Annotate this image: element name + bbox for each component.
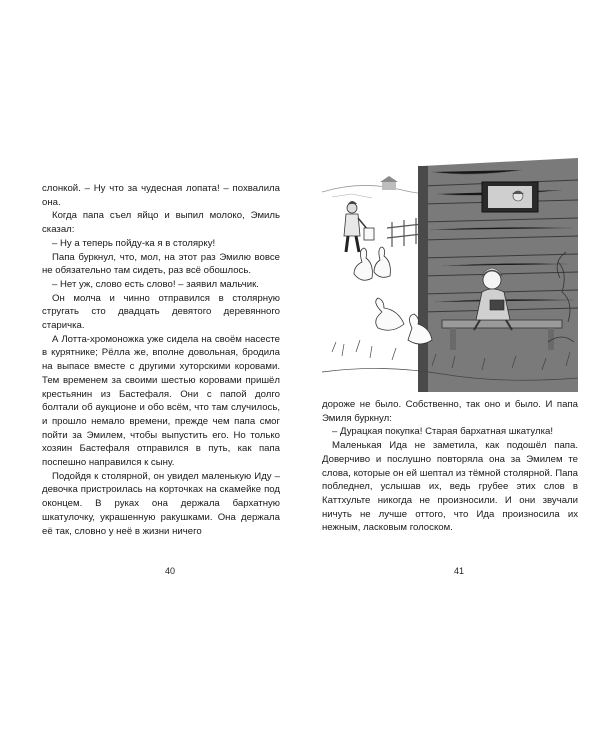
illustration-image: [322, 152, 578, 392]
paragraph: А Лотта-хромоножка уже сидела на своём насесте в курятнике; Рёлла же, вполне довольная, бродила на выпасе вместе с другими хуторскими коровами. Тем временем за своими шестью коровами пришёл крестьянин из Бастефаля. Они с папой долго болтали об аукционе и обо всём, что там случилось, и прошло немало времени, прежде чем папа смог пойти за Эмилем, чтобы выпустить его. Но только хозяин Бастефаля отправился в путь, как папа поспешно направился к сыну.: [42, 333, 280, 469]
left-page-text: [42, 182, 280, 538]
paragraph: Подойдя к столярной, он увидел маленькую Иду – девочка пристроилась на корточках на скамейке под оконцем. В руках она держала бархатную шкатулочку, украшенную ракушками. Она держала её так, словно у неё в жизни ничего: [42, 470, 280, 537]
paragraph: – Нет уж, слово есть слово! – заявил мальчик.: [52, 278, 259, 290]
paragraph: Когда папа съел яйцо и выпил молоко, Эмиль сказал:: [42, 210, 280, 236]
page-number: 40: [164, 566, 175, 576]
paragraph: – Дурацкая покупка! Старая бархатная шкатулка!: [332, 426, 554, 438]
paragraph: – Ну а теперь пойду-ка я в столярку!: [52, 237, 216, 249]
paragraph: Он молча и чинно отправился в столярную стругать сто двадцать девятого деревянного старичка.: [42, 292, 280, 332]
paragraph: Маленькая Ида не заметила, как подошёл папа. Доверчиво и послушно повторяла она за Эмилем те слова, которые он ей шептал из тёмной столярной. Папа побледнел, услышав их, ведь грубее этих слов в Каттхульте никогда не произносили. И они звучали ничуть не лучше оттого, что Ида произносила их нежным, ласковым голоском.: [322, 440, 578, 534]
right-page-text: [322, 398, 578, 535]
paragraph: дороже не было. Собственно, так оно и было. И папа Эмиля буркнул:: [322, 399, 578, 424]
paragraph: слонкой. – Ну что за чудесная лопата! – похвалила она.: [42, 183, 280, 208]
page-number: 41: [453, 566, 464, 576]
right-page: [300, 0, 600, 750]
paragraph: Папа буркнул, что, мол, на этот раз Эмилю вовсе не обязательно там сидеть, раз всё обошлось.: [42, 251, 280, 277]
